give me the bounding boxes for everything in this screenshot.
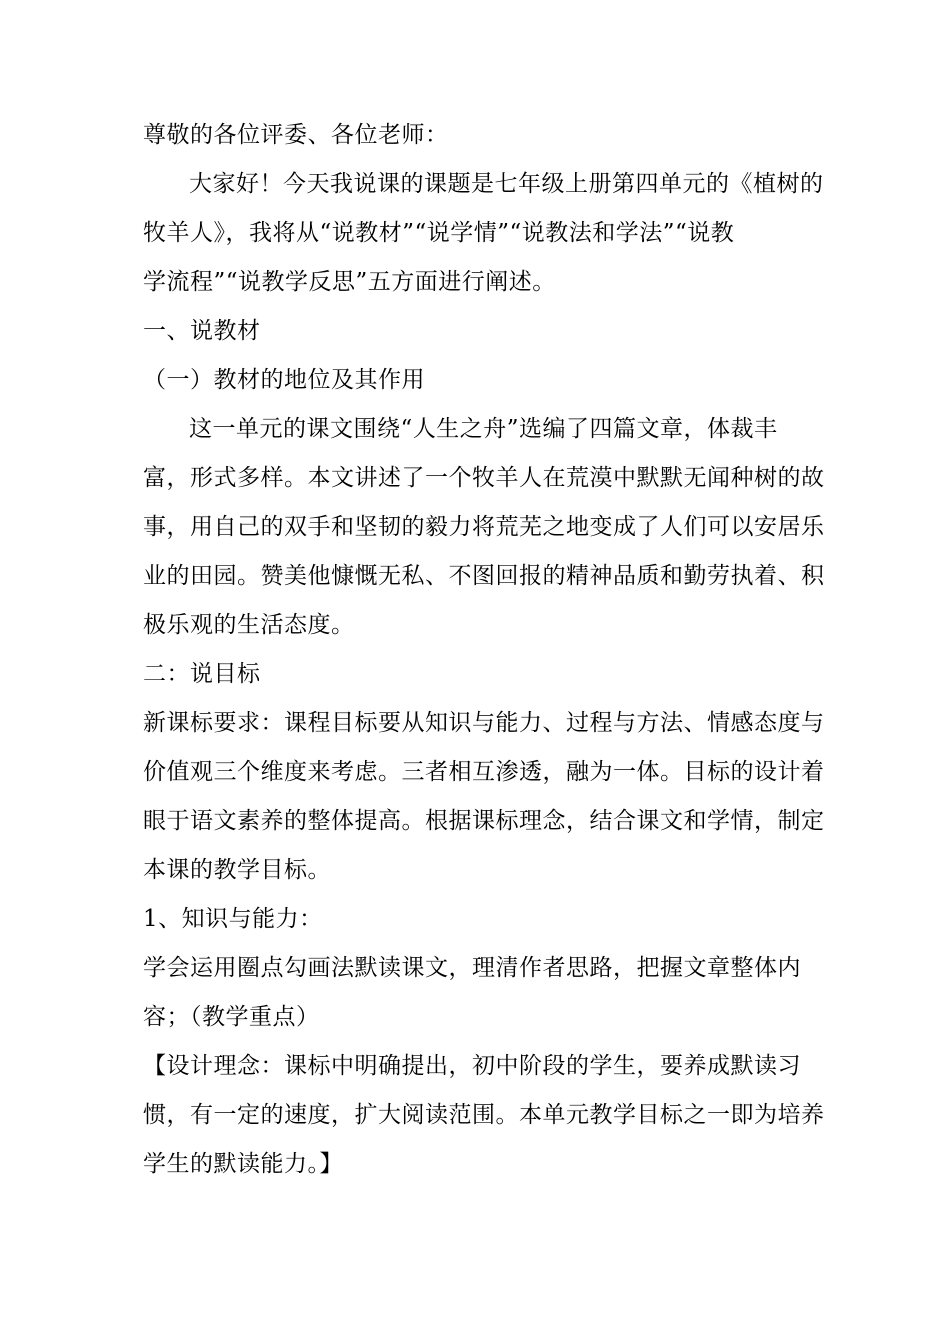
paragraph-line: 事，用自己的双手和坚韧的毅力将荒芜之地变成了人们可以安居乐 (143, 514, 825, 540)
section-heading: 二：说目标 (143, 661, 261, 687)
paragraph-line: 学流程”“说教学反思”五方面进行阐述。 (143, 269, 556, 295)
document-body (143, 111, 825, 1189)
paragraph-line: 本课的教学目标。 (143, 857, 331, 883)
paragraph-line: 牧羊人》，我将从“说教材”“说学情”“说教法和学法”“说教 (143, 220, 735, 246)
paragraph-line: 业的田园。赞美他慷慨无私、不图回报的精神品质和勤劳执着、积 (143, 563, 825, 589)
paragraph-line: 价值观三个维度来考虑。三者相互渗透，融为一体。目标的设计着 (143, 759, 825, 785)
list-heading: 1、知识与能力： (143, 906, 323, 932)
paragraph-line: 容；（教学重点） (143, 1004, 320, 1030)
design-note-line: 学生的默读能力。】 (143, 1151, 343, 1177)
paragraph-line: 眼于语文素养的整体提高。根据课标理念，结合课文和学情，制定 (143, 808, 825, 834)
paragraph-line: 大家好！今天我说课的课题是七年级上册第四单元的《植树的 (189, 171, 824, 197)
paragraph-line: 极乐观的生活态度。 (143, 612, 355, 638)
salutation: 尊敬的各位评委、各位老师： (143, 122, 449, 148)
paragraph-line: 这一单元的课文围绕“人生之舟”选编了四篇文章，体裁丰 (189, 416, 778, 442)
subsection-heading: （一）教材的地位及其作用 (143, 367, 425, 393)
paragraph-line: 学会运用圈点勾画法默读课文，理清作者思路，把握文章整体内 (143, 955, 801, 981)
section-heading: 一、说教材 (143, 318, 261, 344)
paragraph-line: 富，形式多样。本文讲述了一个牧羊人在荒漠中默默无闻种树的故 (143, 465, 825, 491)
design-note-line: 【设计理念：课标中明确提出，初中阶段的学生，要养成默读习 (143, 1053, 801, 1079)
design-note-line: 惯，有一定的速度，扩大阅读范围。本单元教学目标之一即为培养 (143, 1102, 825, 1128)
paragraph-line: 新课标要求：课程目标要从知识与能力、过程与方法、情感态度与 (143, 710, 825, 736)
